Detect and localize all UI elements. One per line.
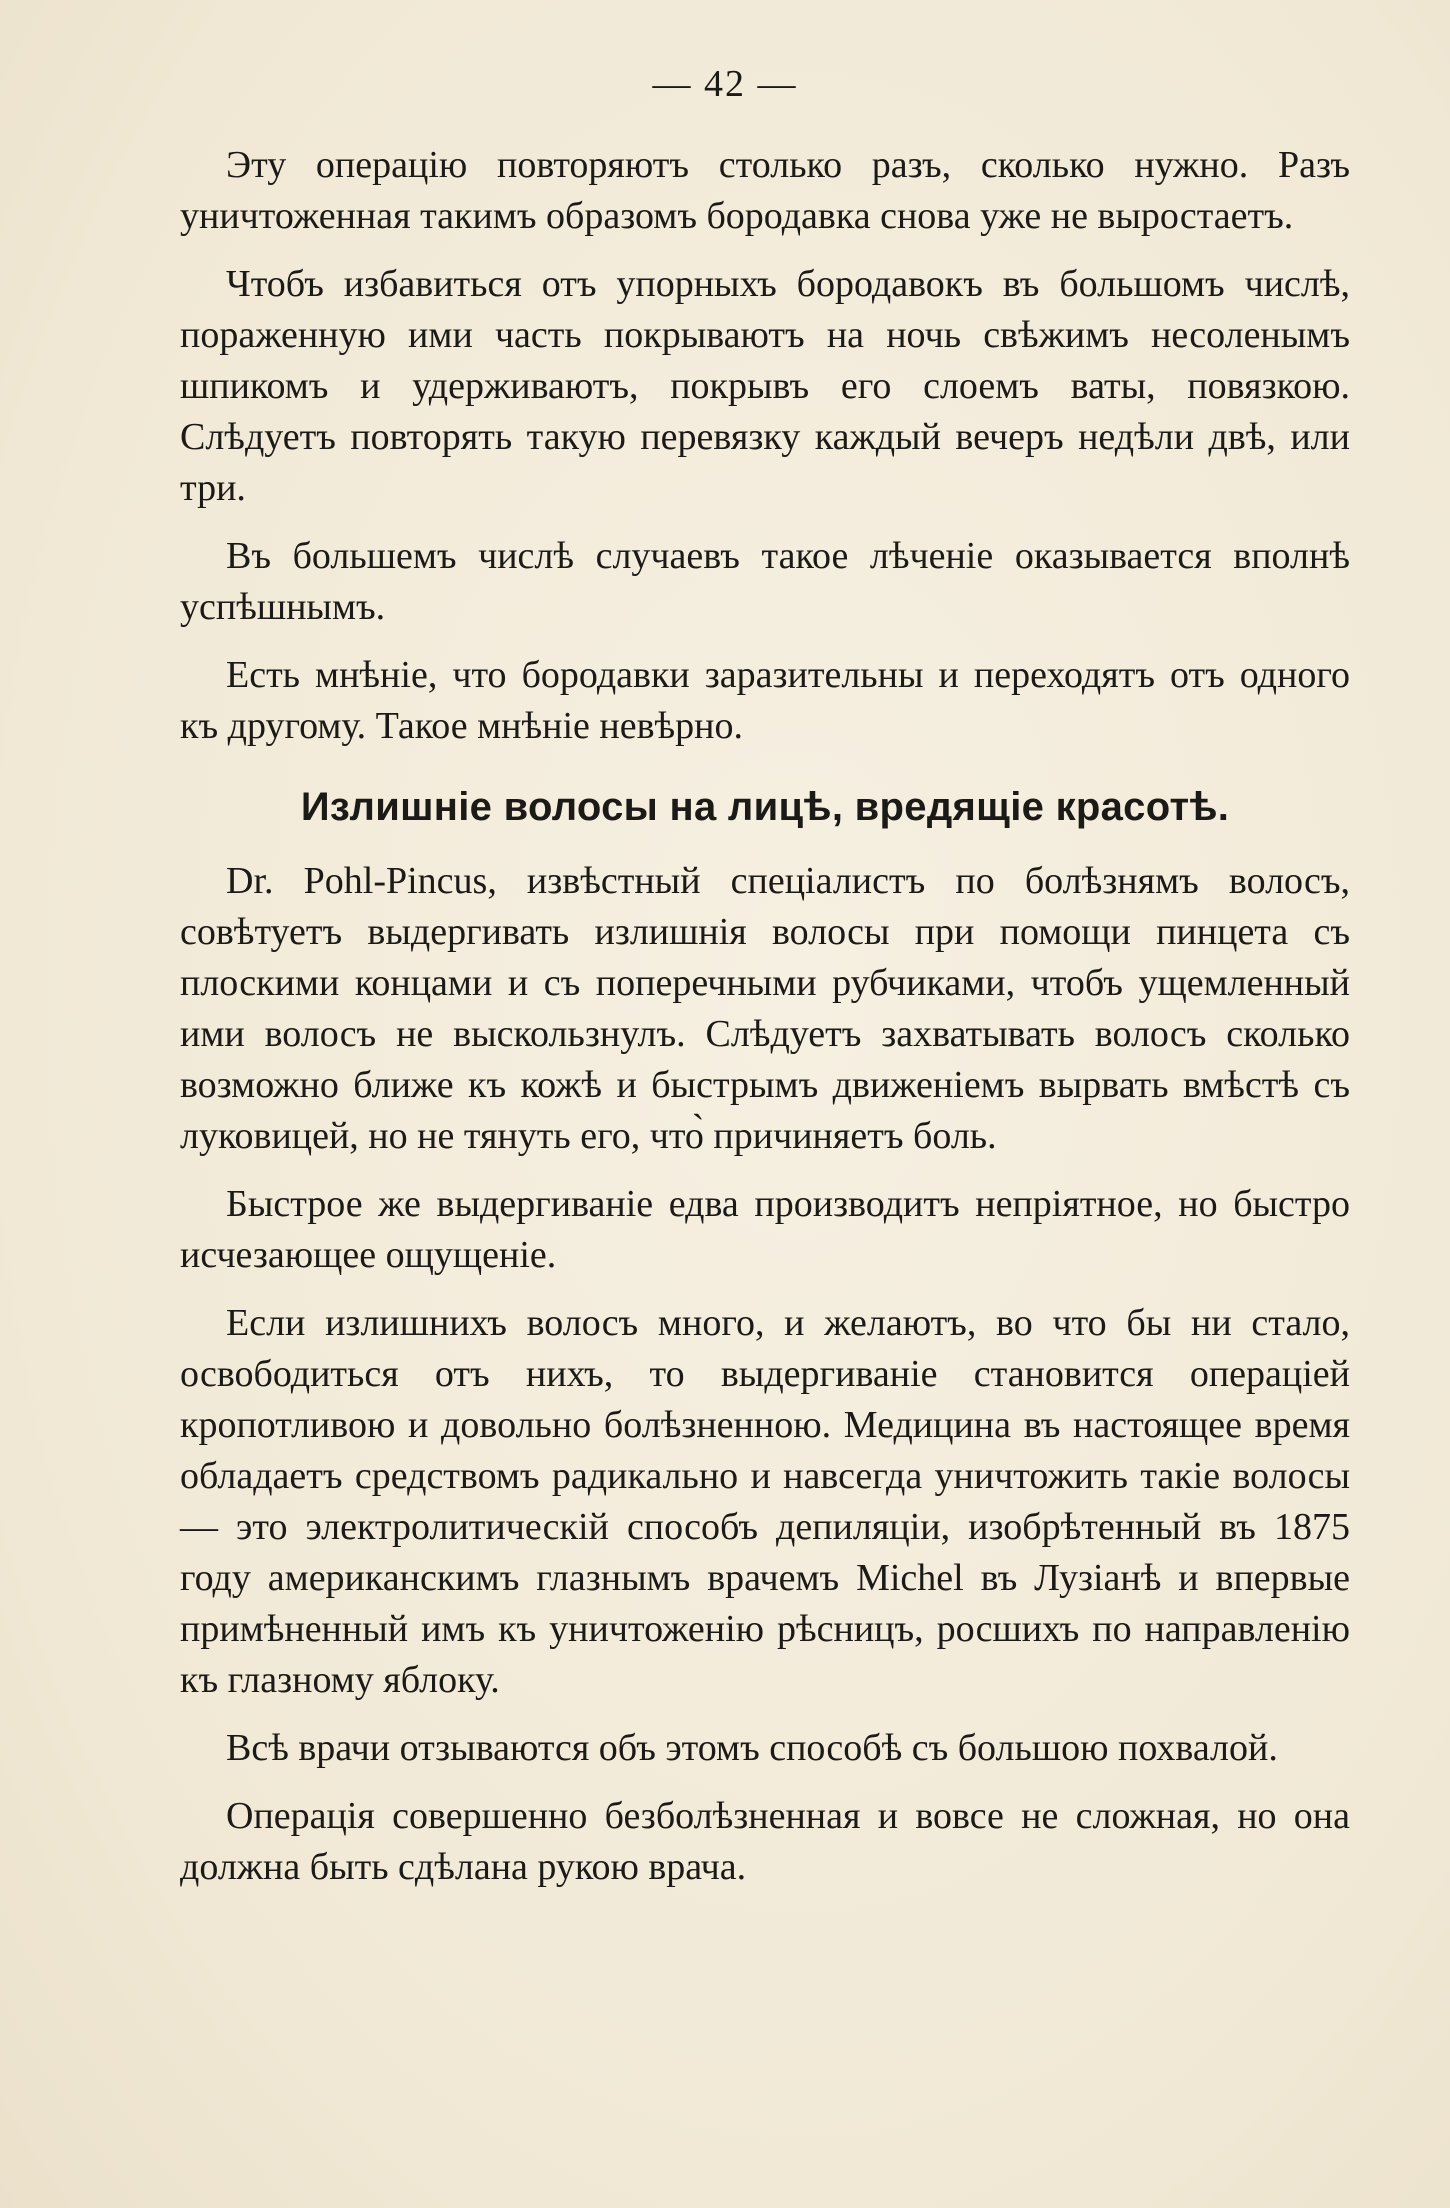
page-number: — 42 — [652, 63, 798, 105]
paragraph-contagion-opinion: Есть мнѣніе, что бородавки заразительны и переходятъ отъ одного къ другому. Такое мнѣніе невѣрно. [180, 654, 1350, 747]
paragraph-operation-repeat: Эту операцію повторяютъ столько разъ, сколько нужно. Разъ уничтоженная такимъ образомъ бородавка снова уже не выростаетъ. [180, 144, 1350, 237]
paragraph-electrolysis: Если излишнихъ волосъ много, и желаютъ, во что бы ни стало, освободиться отъ нихъ, то выдергиваніе становится операціей кропотливою и довольно болѣзненною. Медицина въ настоящее время обладаетъ средствомъ радикально и навсегда уничтожить такіе волосы — это электролитическій способъ депиляціи, изобрѣтенный въ 1875 году американскимъ глазнымъ врачемъ Michel въ Лузіанѣ и впервые примѣненный имъ къ уничтоженію рѣсницъ, росшихъ по направленію къ глазному яблоку. [180, 1302, 1350, 1701]
paragraph-treatment-success: Въ большемъ числѣ случаевъ такое лѣченіе оказывается вполнѣ успѣшнымъ. [180, 535, 1350, 628]
paragraph-stubborn-warts: Чтобъ избавиться отъ упорныхъ бородавокъ въ большомъ числѣ, пораженную ими часть покрываютъ на ночь свѣжимъ несоленымъ шпикомъ и удерживаютъ, покрывъ его слоемъ ваты, повязкою. Слѣдуетъ повторять такую перевязку каждый вечеръ недѣли двѣ, или три. [180, 263, 1350, 509]
paragraph-doctors-praise: Всѣ врачи отзываются объ этомъ способѣ съ большою похвалой. [226, 1727, 1278, 1769]
page-body [180, 140, 1350, 1910]
section-heading: Излишніе волосы на лицѣ, вредящіе красотѣ. [300, 785, 1230, 829]
paragraph-pohl-pincus: Dr. Pohl-Pincus, извѣстный спеціалистъ по болѣзнямъ волосъ, совѣтуетъ выдергивать излишнія волосы при помощи пинцета съ плоскими концами и съ поперечными рубчиками, чтобъ ущемленный ими волосъ не выскользнулъ. Слѣдуетъ захватывать волосъ сколько возможно ближе къ кожѣ и быстрымъ движеніемъ вырвать вмѣстѣ съ луковицей, но не тянуть его, что̀ причиняетъ боль. [180, 860, 1350, 1157]
paragraph-painless-operation: Операція совершенно безболѣзненная и вовсе не сложная, но она должна быть сдѣлана рукою врача. [180, 1795, 1350, 1888]
paragraph-quick-plucking: Быстрое же выдергиваніе едва производитъ непріятное, но быстро исчезающее ощущеніе. [180, 1183, 1350, 1276]
